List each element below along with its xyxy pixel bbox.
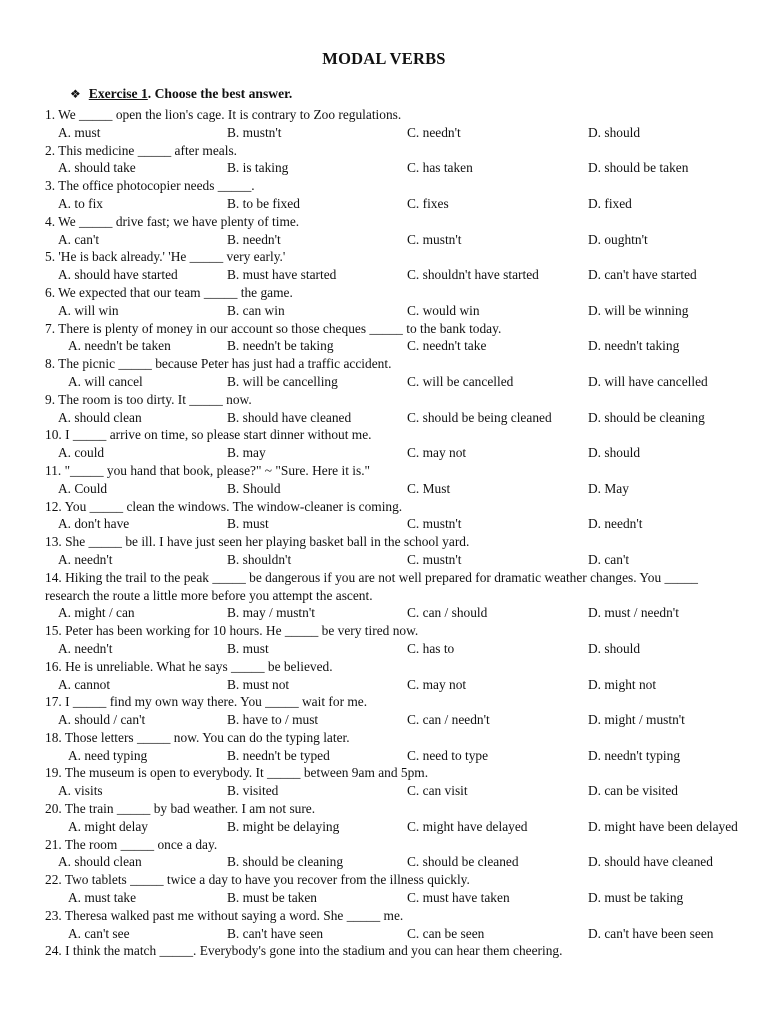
answer-option-b: B. needn't be taking xyxy=(227,338,334,354)
answer-option-c: C. should be being cleaned xyxy=(407,409,552,425)
question-text: 3. The office photocopier needs _____. xyxy=(45,178,255,194)
question-text: 7. There is plenty of money in our account so those cheques _____ to the bank today. xyxy=(45,320,502,336)
answer-options xyxy=(0,266,768,284)
answer-option-d: D. oughtn't xyxy=(588,231,648,247)
question-text: 1. We _____ open the lion's cage. It is contrary to Zoo regulations. xyxy=(45,107,402,122)
answer-option-d: D. May xyxy=(588,480,629,496)
answer-option-d: D. can't have been seen xyxy=(588,925,714,941)
question-text: 16. He is unreliable. What he says _____ be believed. xyxy=(45,658,333,674)
answer-options xyxy=(0,925,768,943)
answer-options xyxy=(0,782,768,800)
answer-option-c: C. mustn't xyxy=(407,551,462,567)
answer-option-a: A. need typing xyxy=(68,747,148,763)
answer-options xyxy=(0,195,768,213)
answer-option-a: A. should / can't xyxy=(58,712,146,728)
exercise-heading xyxy=(70,86,292,102)
answer-options xyxy=(0,818,768,836)
question-text: 17. I _____ find my own way there. You _____ wait for me. xyxy=(45,694,368,710)
answer-option-d: D. can't have started xyxy=(588,267,697,283)
answer-option-b: B. may / mustn't xyxy=(227,605,315,621)
question-text: 24. I think the match _____. Everybody's gone into the stadium and you can hear them cheering. xyxy=(45,943,563,959)
answer-option-a: A. will cancel xyxy=(68,373,143,389)
answer-option-d: D. should be taken xyxy=(588,160,689,176)
question-list xyxy=(0,106,768,960)
answer-options xyxy=(0,444,768,462)
question-text: 5. 'He is back already.' 'He _____ very early.' xyxy=(45,249,286,265)
question-text: 10. I _____ arrive on time, so please start dinner without me. xyxy=(45,427,372,443)
answer-option-d: D. might have been delayed xyxy=(588,818,738,834)
page-title: MODAL VERBS xyxy=(322,49,446,68)
answer-option-c: C. has taken xyxy=(407,160,473,176)
answer-option-c: C. may not xyxy=(407,445,467,461)
answer-option-d: D. should xyxy=(588,445,641,461)
diamond-bullet-icon: ❖ xyxy=(70,87,81,101)
answer-option-b: B. can win xyxy=(227,302,285,318)
exercise-label: Exercise 1 xyxy=(88,86,148,101)
answer-option-b: B. must have started xyxy=(227,267,337,283)
answer-options xyxy=(0,604,768,622)
answer-option-b: B. must xyxy=(227,640,269,656)
answer-option-c: C. need to type xyxy=(407,747,489,763)
answer-option-d: D. must be taking xyxy=(588,890,684,906)
answer-option-a: A. should have started xyxy=(58,267,178,283)
answer-option-a: A. should take xyxy=(58,160,136,176)
question-text: 13. She _____ be ill. I have just seen her playing basket ball in the school yard. xyxy=(45,534,470,550)
answer-option-a: A. should clean xyxy=(58,854,142,870)
answer-option-d: D. might not xyxy=(588,676,657,692)
question-text: 23. Theresa walked past me without saying a word. She _____ me. xyxy=(45,907,404,923)
answer-option-c: C. has to xyxy=(407,640,455,656)
answer-option-c: C. may not xyxy=(407,676,467,692)
answer-option-d: D. should xyxy=(588,640,641,656)
answer-option-c: C. can be seen xyxy=(407,925,485,941)
answer-options xyxy=(0,515,768,533)
answer-option-a: A. will win xyxy=(58,302,119,318)
answer-option-b: B. must be taken xyxy=(227,890,318,906)
answer-option-c: C. needn't xyxy=(407,124,461,140)
answer-options xyxy=(0,711,768,729)
answer-option-d: D. can be visited xyxy=(588,783,678,799)
answer-option-c: C. Must xyxy=(407,480,451,496)
answer-option-c: C. needn't take xyxy=(407,338,487,354)
question-text: 9. The room is too dirty. It _____ now. xyxy=(45,391,252,407)
answer-option-a: A. might / can xyxy=(58,605,135,621)
answer-options xyxy=(0,853,768,871)
answer-option-b: B. should be cleaning xyxy=(227,854,344,870)
answer-option-a: A. needn't be taken xyxy=(68,338,171,354)
answer-option-a: A. might delay xyxy=(68,818,148,834)
answer-option-a: A. cannot xyxy=(58,676,111,692)
answer-option-d: D. must / needn't xyxy=(588,605,679,621)
answer-option-d: D. should xyxy=(588,124,641,140)
answer-option-a: A. must take xyxy=(68,890,137,906)
answer-option-d: D. fixed xyxy=(588,195,632,211)
question-text: 11. "_____ you hand that book, please?" ~ "Sure. Here it is." xyxy=(45,462,371,478)
answer-option-b: B. might be delaying xyxy=(227,818,340,834)
answer-option-a: A. to fix xyxy=(58,195,104,211)
answer-option-c: C. can / needn't xyxy=(407,712,490,728)
answer-options xyxy=(0,889,768,907)
answer-option-b: B. have to / must xyxy=(227,712,319,728)
answer-option-a: A. needn't xyxy=(58,640,113,656)
answer-option-d: D. might / mustn't xyxy=(588,712,685,728)
answer-option-c: C. must have taken xyxy=(407,890,510,906)
answer-options xyxy=(0,337,768,355)
answer-option-b: B. Should xyxy=(227,480,281,496)
answer-option-c: C. should be cleaned xyxy=(407,854,519,870)
answer-option-d: D. should be cleaning xyxy=(588,409,705,425)
answer-option-d: D. can't xyxy=(588,551,630,567)
question-text: 22. Two tablets _____ twice a day to have you recover from the illness quickly. xyxy=(45,872,470,888)
answer-option-c: C. can visit xyxy=(407,783,468,799)
question-text: 15. Peter has been working for 10 hours. He _____ be very tired now. xyxy=(45,623,419,639)
answer-option-d: D. needn't taking xyxy=(588,338,680,354)
answer-options xyxy=(0,551,768,569)
question-text: 12. You _____ clean the windows. The window-cleaner is coming. xyxy=(45,498,403,514)
answer-option-a: A. must xyxy=(58,124,101,140)
answer-option-c: C. might have delayed xyxy=(407,818,528,834)
answer-option-b: B. mustn't xyxy=(227,124,282,140)
question-text: 18. Those letters _____ now. You can do the typing later. xyxy=(45,729,350,745)
answer-option-a: A. should clean xyxy=(58,409,142,425)
answer-options xyxy=(0,676,768,694)
answer-options xyxy=(0,409,768,427)
answer-option-a: A. needn't xyxy=(58,551,113,567)
question-text: 21. The room _____ once a day. xyxy=(45,836,218,852)
question-text: 19. The museum is open to everybody. It _____ between 9am and 5pm. xyxy=(45,765,429,781)
question-text: 4. We _____ drive fast; we have plenty of time. xyxy=(45,213,300,229)
answer-options xyxy=(0,373,768,391)
answer-option-d: D. should have cleaned xyxy=(588,854,713,870)
answer-option-c: C. will be cancelled xyxy=(407,373,514,389)
question-text: 14. Hiking the trail to the peak _____ be dangerous if you are not well prepared for dramatic weather changes. You _____ research the route a little more before you attempt the ascent. xyxy=(45,569,698,603)
answer-options xyxy=(0,231,768,249)
answer-option-c: C. would win xyxy=(407,302,480,318)
answer-option-d: D. needn't xyxy=(588,516,643,532)
answer-option-b: B. should have cleaned xyxy=(227,409,352,425)
answer-option-b: B. must xyxy=(227,516,269,532)
answer-options xyxy=(0,159,768,177)
exercise-instruction: . Choose the best answer. xyxy=(147,86,293,101)
question-text: 6. We expected that our team _____ the game. xyxy=(45,284,293,300)
answer-option-d: D. will have cancelled xyxy=(588,373,708,389)
question-text: 2. This medicine _____ after meals. xyxy=(45,142,238,158)
answer-option-d: D. needn't typing xyxy=(588,747,681,763)
answer-option-b: B. visited xyxy=(227,783,279,799)
answer-option-b: B. needn't be typed xyxy=(227,747,330,763)
answer-option-a: A. Could xyxy=(58,480,108,496)
answer-options xyxy=(0,124,768,142)
answer-option-c: C. mustn't xyxy=(407,516,462,532)
answer-option-b: B. may xyxy=(227,445,266,461)
answer-option-c: C. mustn't xyxy=(407,231,462,247)
answer-option-a: A. can't xyxy=(58,231,100,247)
question-text: 8. The picnic _____ because Peter has just had a traffic accident. xyxy=(45,356,392,372)
answer-option-a: A. could xyxy=(58,445,105,461)
answer-option-a: A. visits xyxy=(58,783,103,799)
answer-option-b: B. shouldn't xyxy=(227,551,292,567)
answer-option-c: C. shouldn't have started xyxy=(407,267,539,283)
answer-option-b: B. needn't xyxy=(227,231,281,247)
answer-option-a: A. can't see xyxy=(68,925,130,941)
answer-option-b: B. must not xyxy=(227,676,290,692)
answer-option-c: C. can / should xyxy=(407,605,488,621)
answer-options xyxy=(0,747,768,765)
question-text: 20. The train _____ by bad weather. I am not sure. xyxy=(45,801,316,817)
answer-option-c: C. fixes xyxy=(407,195,449,211)
answer-options xyxy=(0,480,768,498)
answer-option-d: D. will be winning xyxy=(588,302,689,318)
answer-option-a: A. don't have xyxy=(58,516,130,532)
answer-option-b: B. can't have seen xyxy=(227,925,324,941)
answer-option-b: B. to be fixed xyxy=(227,195,300,211)
answer-option-b: B. is taking xyxy=(227,160,289,176)
answer-option-b: B. will be cancelling xyxy=(227,373,338,389)
answer-options xyxy=(0,640,768,658)
answer-options xyxy=(0,302,768,320)
